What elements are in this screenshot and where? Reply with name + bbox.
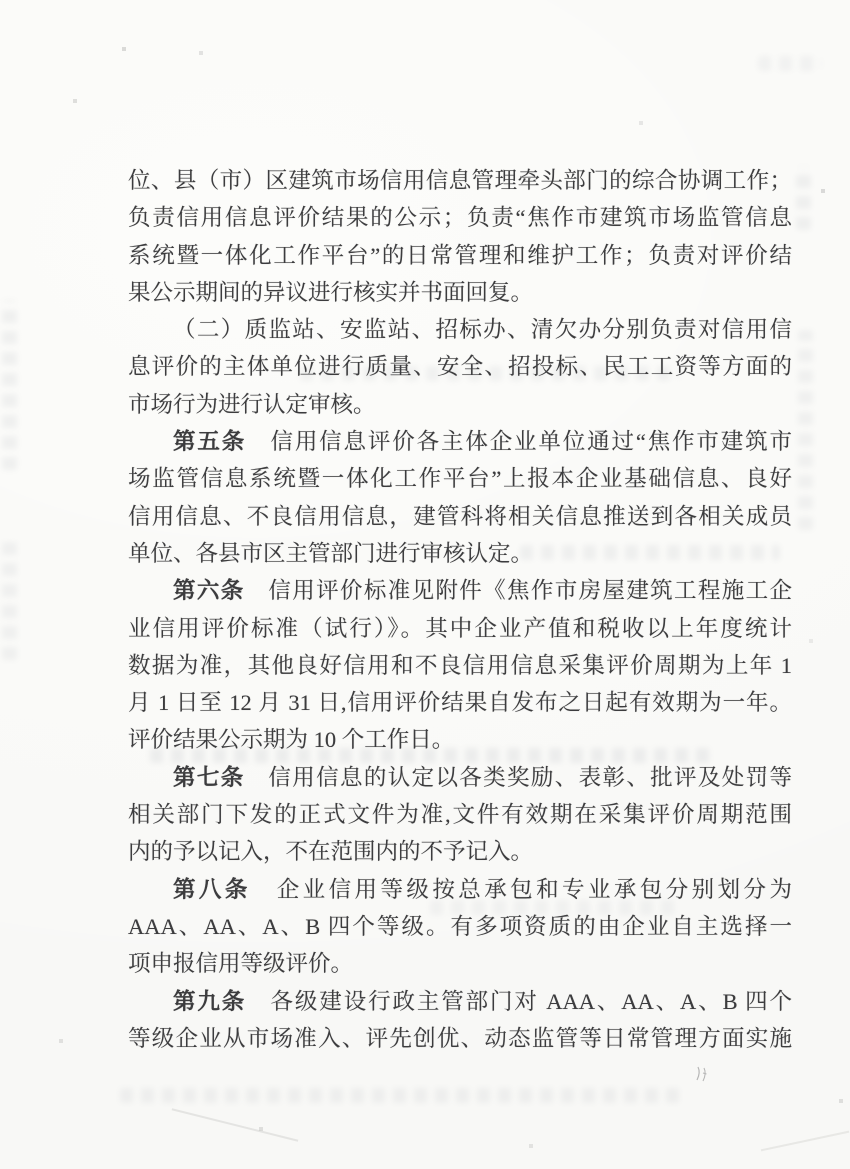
text-segment: 信用评价标准见附件《焦作市房屋建筑工程施工企 — [244, 578, 792, 604]
text-line — [128, 460, 792, 497]
text-line — [128, 796, 792, 833]
text-segment: 等级企业从市场准入、评先创优、动态监管等日常管理方面实施 — [128, 1025, 792, 1051]
text-segment: 项申报信用等级评价。 — [128, 951, 354, 977]
text-segment: 单位、各县市区主管部门进行审核认定。 — [128, 540, 534, 566]
scan-smudge — [120, 1088, 680, 1103]
text-line — [128, 237, 792, 274]
text-segment: 系统暨一体化工作平台”的日常管理和维护工作；负责对评价结 — [128, 242, 792, 268]
scan-smudge — [796, 166, 811, 230]
text-segment: 信用信息、不良信用信息，建管科将相关信息推送到各相关成员 — [128, 503, 792, 529]
text-segment: 息评价的主体单位进行质量、安全、招投标、民工工资等方面的 — [128, 354, 792, 380]
text-segment: （二）质监站、安监站、招标办、清欠办分别负责对信用信 — [173, 317, 792, 343]
text-segment: AAA、AA、A、B 四个等级。有多项资质的由企业自主选择一 — [128, 913, 792, 939]
text-line — [128, 423, 792, 460]
text-segment: 信用信息评价各主体企业单位通过“焦作市建筑市 — [246, 429, 792, 455]
text-line — [128, 833, 792, 870]
text-line — [128, 610, 792, 647]
text-segment: 企业信用等级按总承包和专业承包分别划分为 — [250, 876, 792, 902]
text-line — [128, 162, 792, 199]
document-body — [128, 162, 792, 1057]
text-line — [128, 759, 792, 796]
text-segment: 市场行为进行认定审核。 — [128, 391, 376, 417]
scan-streak — [761, 1131, 849, 1151]
text-segment: 评价结果公示期为 10 个工作日。 — [128, 727, 455, 753]
text-line — [128, 572, 792, 609]
article-number: 第六条 — [173, 578, 245, 604]
scan-smudge — [758, 56, 822, 71]
scan-streak — [172, 1108, 299, 1141]
scan-smudge — [2, 540, 17, 660]
text-line — [128, 498, 792, 535]
text-segment: 信用信息的认定以各类奖励、表彰、批评及处罚等 — [244, 764, 792, 790]
text-line — [128, 348, 792, 385]
article-number: 第七条 — [173, 764, 245, 790]
text-line — [128, 274, 792, 311]
text-line — [128, 647, 792, 684]
article-number: 第九条 — [173, 988, 247, 1014]
text-line — [128, 945, 792, 982]
text-segment: 位、县（市）区建筑市场信用信息管理牵头部门的综合协调工作； — [128, 168, 792, 193]
text-line — [128, 199, 792, 236]
article-number: 第五条 — [173, 429, 247, 455]
text-segment: 各级建设行政主管部门对 AAA、AA、A、B 四个 — [246, 988, 792, 1014]
text-line — [128, 983, 792, 1020]
text-segment: 业信用评价标准（试行）》。其中企业产值和税收以上年度统计 — [128, 615, 792, 641]
text-segment: 果公示期间的异议进行核实并书面回复。 — [128, 279, 534, 305]
text-line — [128, 908, 792, 945]
text-line — [128, 535, 792, 572]
text-segment: 数据为准，其他良好信用和不良信用信息采集评价周期为上年 1 — [128, 652, 792, 678]
text-segment: 内的予以记入，不在范围内的不予记入。 — [128, 839, 534, 865]
article-number: 第八条 — [173, 876, 251, 902]
text-line — [128, 684, 792, 721]
scan-specks — [0, 0, 2, 2]
scan-smudge — [798, 330, 813, 530]
pen-mark — [694, 1064, 710, 1084]
text-line — [128, 721, 792, 758]
text-segment: 相关部门下发的正式文件为准,文件有效期在采集评价周期范围 — [128, 802, 792, 828]
text-line — [128, 871, 792, 908]
text-line — [128, 311, 792, 348]
text-line — [128, 1020, 792, 1057]
text-segment: 负责信用信息评价结果的公示；负责“焦作市建筑市场监管信息 — [128, 205, 792, 231]
scan-smudge — [2, 300, 17, 470]
text-segment: 月 1 日至 12 月 31 日,信用评价结果自发布之日起有效期为一年。 — [128, 690, 792, 716]
text-segment: 场监管信息系统暨一体化工作平台”上报本企业基础信息、良好 — [128, 466, 792, 492]
text-line — [128, 386, 792, 423]
